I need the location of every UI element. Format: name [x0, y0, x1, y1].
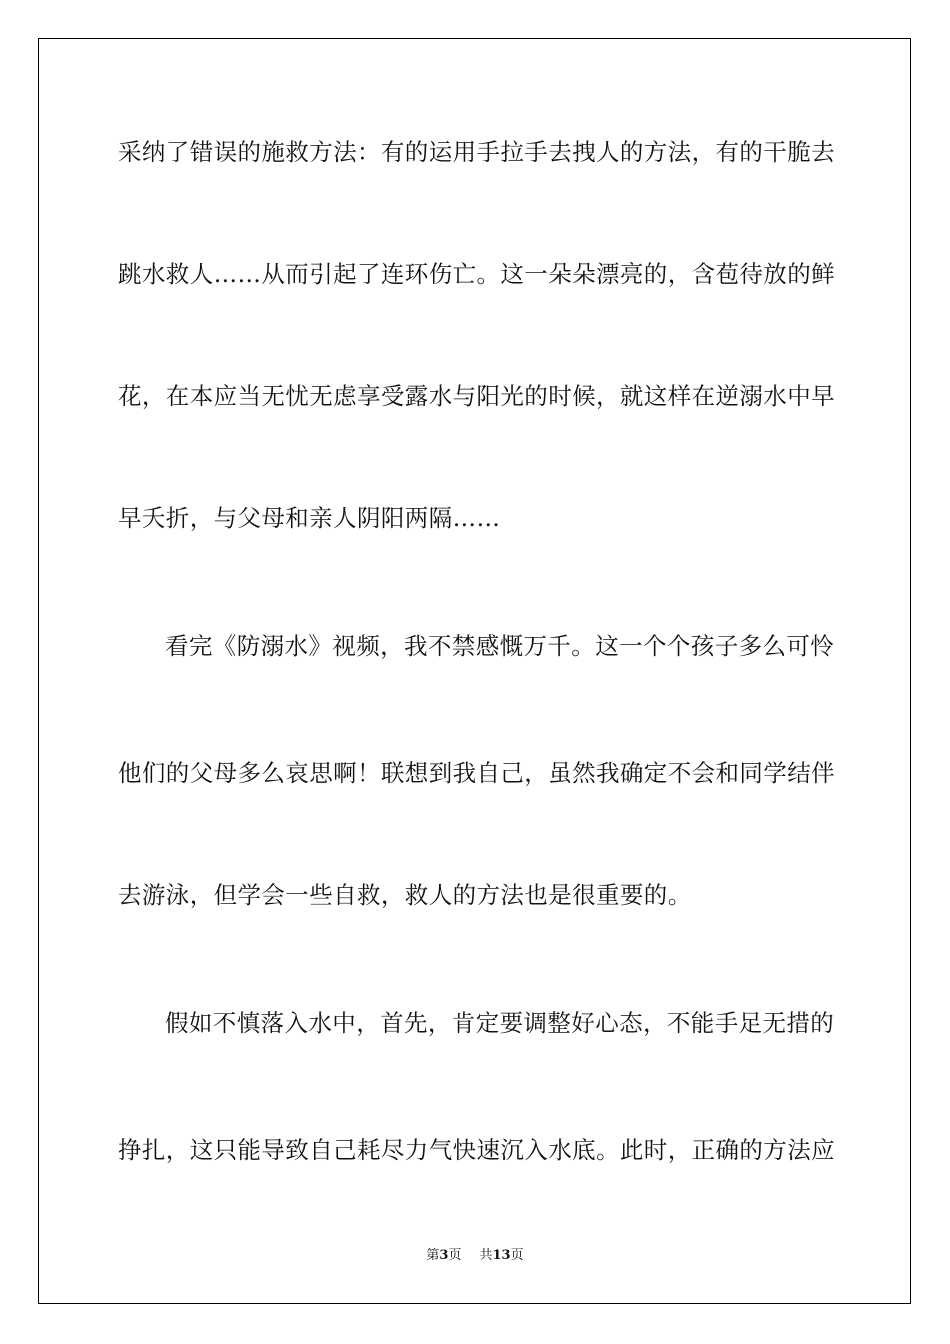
body-text-line: 跳水救人……从而引起了连环伤亡。这一朵朵漂亮的，含苞待放的鲜 — [118, 260, 835, 288]
body-text-line: 去游泳，但学会一些自救，救人的方法也是很重要的。 — [118, 881, 692, 909]
total-prefix: 共 — [479, 1248, 493, 1263]
body-text-line: 花，在本应当无忧无虑享受露水与阳光的时候，就这样在逆溺水中早 — [118, 382, 835, 410]
page-suffix: 页 — [448, 1248, 462, 1263]
paragraph-first-line: 假如不慎落入水中，首先，肯定要调整好心态，不能手足无措的 — [165, 1009, 835, 1037]
total-pages: 13 — [492, 1248, 511, 1263]
total-suffix: 页 — [510, 1248, 524, 1263]
page-footer — [0, 1248, 950, 1264]
page-prefix: 第 — [426, 1248, 440, 1263]
page-number: 3 — [439, 1248, 449, 1263]
body-text-line: 挣扎，这只能导致自己耗尽力气快速沉入水底。此时，正确的方法应 — [118, 1136, 835, 1164]
page-border — [38, 38, 911, 1304]
body-text-line: 早夭折，与父母和亲人阴阳两隔…… — [118, 504, 501, 532]
body-text-line: 他们的父母多么哀思啊！联想到我自己，虽然我确定不会和同学结伴 — [118, 759, 835, 787]
paragraph-first-line: 看完《防溺水》视频，我不禁感慨万千。这一个个孩子多么可怜 — [165, 632, 835, 660]
body-text-line: 采纳了错误的施救方法：有的运用手拉手去拽人的方法，有的干脆去 — [118, 138, 835, 166]
